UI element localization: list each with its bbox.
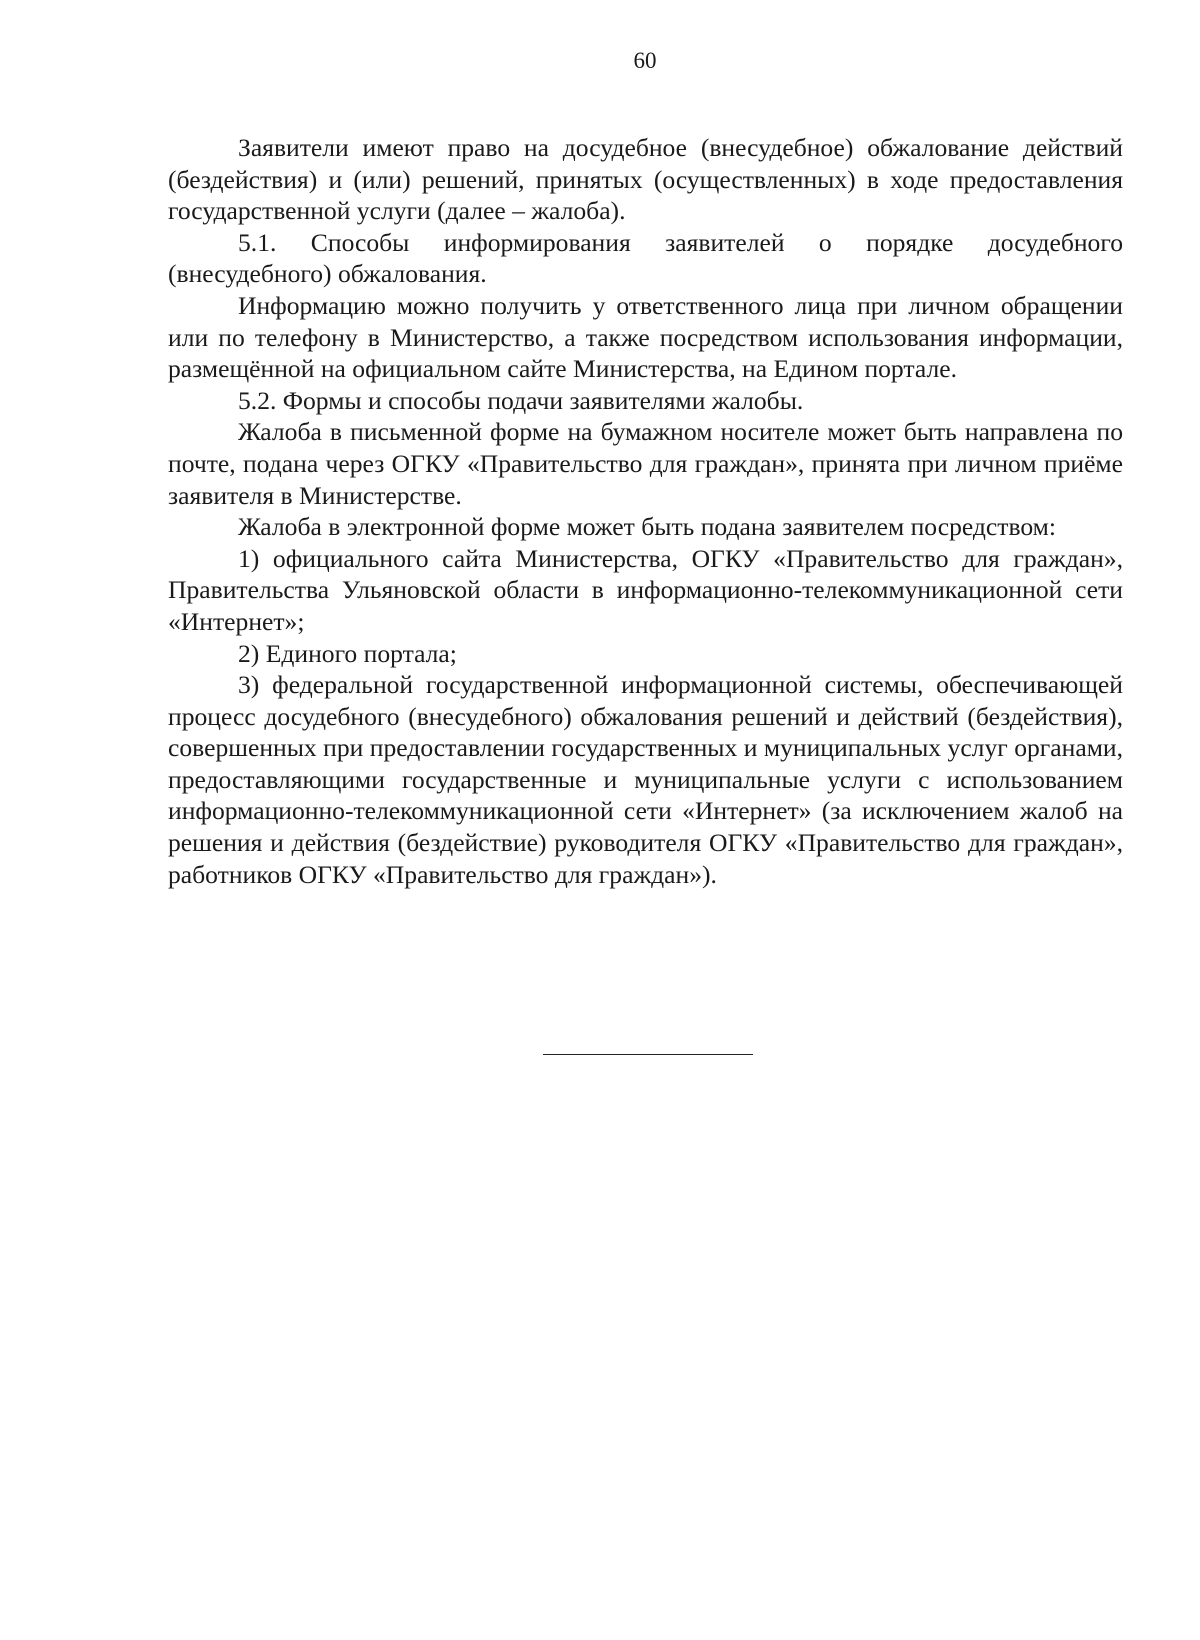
paragraph-written-complaint: Жалоба в письменной форме на бумажном носителе может быть направлена по почте, подана через ОГКУ «Правительство для граждан», принята при личном приёме заявителя в Министерстве. [168, 417, 1123, 510]
paragraph-appeal-right: Заявители имеют право на досудебное (внесудебное) обжалование действий (бездействия) и (или) решений, принятых (осуществленных) в ходе предоставления государственной услуги (далее – жалоба). [168, 133, 1123, 226]
list-item-official-site: 1) официального сайта Министерства, ОГКУ «Правительство для граждан», Правительства Ульяновской области в информационно-телекоммуникационной сети «Интернет»; [168, 543, 1123, 636]
list-item-unified-portal: 2) Единого портала; [238, 638, 457, 668]
document-body [168, 132, 1123, 890]
paragraph-information-sources: Информацию можно получить у ответственного лица при личном обращении или по телефону в Министерство, а также посредством использования информации, размещённой на официальном сайте Министерства, на Едином портале. [168, 290, 1123, 384]
page-number: 60 [633, 48, 657, 73]
paragraph-section-5-2: 5.2. Формы и способы подачи заявителями жалобы. [238, 385, 804, 415]
paragraph-electronic-complaint: Жалоба в электронной форме может быть подана заявителем посредством: [238, 512, 1056, 542]
end-of-text-rule [543, 1054, 753, 1055]
list-item-federal-system: 3) федеральной государственной информационной системы, обеспечивающей процесс досудебного (внесудебного) обжалования решений и действий (бездействия), совершенных при предоставлении государственных и муниципальных услуг органами, предоставляющими государственные и муниципальные услуги с использованием информационно-телекоммуникационной сети «Интернет» (за исключением жалоб на решения и действия (бездействие) руководителя ОГКУ «Правительство для граждан», работников ОГКУ «Правительство для граждан»). [168, 670, 1123, 889]
paragraph-section-5-1: 5.1. Способы информирования заявителей о порядке досудебного (внесудебного) обжалования. [168, 227, 1123, 289]
